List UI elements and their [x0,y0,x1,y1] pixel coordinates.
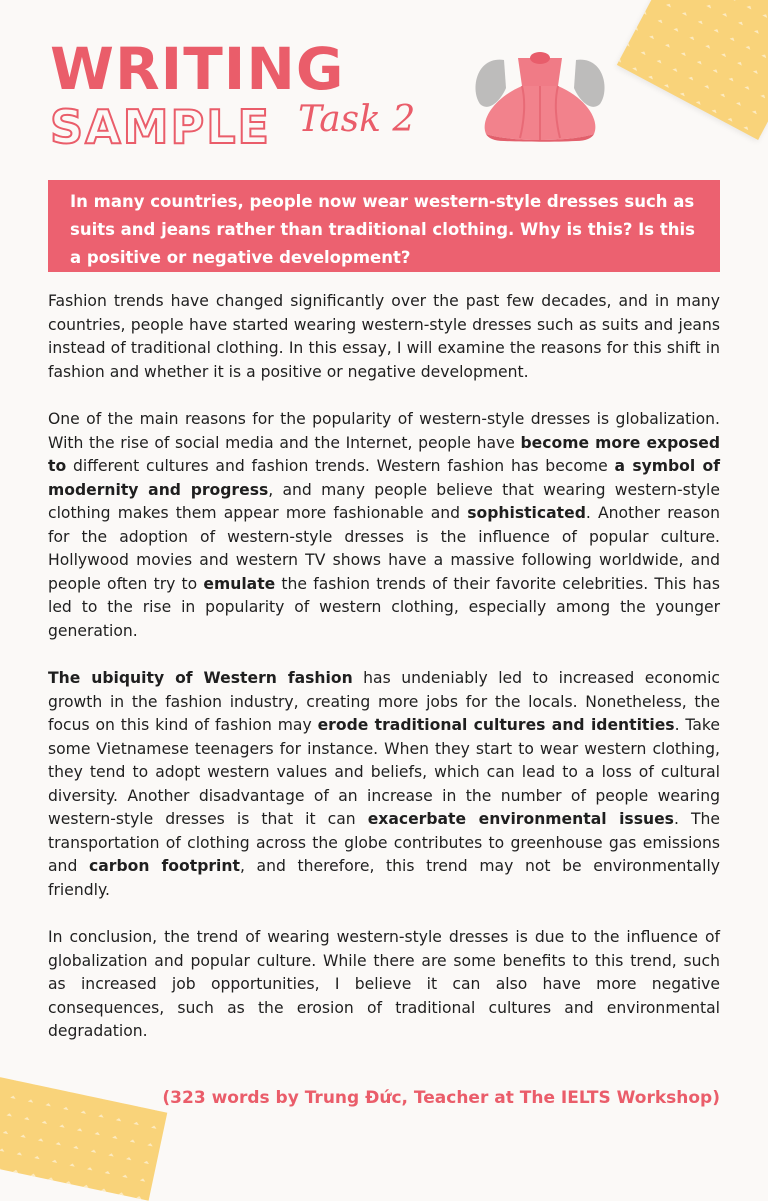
text-run: the fashion trends of their favorite celebrities. This has led to the rise in popularity of western clothing, especially among the younger generation. [48,574,720,640]
text-run: different cultures and fashion trends. Western fashion has become [66,457,615,475]
text-run: has undeniably led to increased economic growth in the fashion industry, creating more jobs for the locals. Nonetheless, the focus on this kind of fashion may [48,669,720,734]
pink-dress-icon [466,42,614,142]
essay-paragraph-effects [48,667,720,902]
essay-paragraph-reasons [48,408,720,643]
essay-paragraph-conclusion [48,926,720,1044]
text-run: . The transportation of clothing across the globe contributes to greenhouse gas emissions and [48,810,720,875]
text-run: . Take some Vietnamese teenagers for instance. When they start to wear western clothing, they tend to adopt western values and beliefs, which can lead to a loss of cultural diversity. Another disadvantage of an increase in the number of people wearing western-style dresses is that it can [48,716,720,828]
title-task: Task 2 [298,99,416,140]
text-run: One of the main reasons for the popularity of western-style dresses is globalization. With the rise of social media and the Internet, people have [48,410,720,452]
text-run: , and many people believe that wearing western-style clothing makes them appear more fashionable and [48,480,720,522]
corner-tape-bottom-left [0,1073,167,1201]
text-run: , and therefore, this trend may not be environmentally friendly. [48,857,721,899]
bold-phrase: The ubiquity of Western fashion [48,669,353,687]
bold-phrase: exacerbate environmental issues [367,810,674,828]
essay-paragraph-intro [48,290,720,384]
bold-phrase: emulate [203,574,276,593]
text-run: . Another reason for the adoption of western-style dresses is the influence of popular culture. Hollywood movies and western TV shows have a massive following worldwide, and people often try to [48,504,721,593]
author-credit: (323 words by Trung Đức, Teacher at The IELTS Workshop) [162,1088,720,1108]
bold-phrase: sophisticated [467,504,586,522]
text-run: Fashion trends have changed significantly over the past few decades, and in many countries, people have started wearing western-style dresses such as suits and jeans instead of traditional clothing. In this essay, I will examine the reasons for this shift in fashion and whether it is a positive or negative development. [48,292,720,381]
task-prompt: In many countries, people now wear western-style dresses such as suits and jeans rather than traditional clothing. Why is this? Is this a positive or negative development? [48,180,720,272]
text-run: In conclusion, the trend of wearing western-style dresses is due to the influence of globalization and popular culture. While there are some benefits to this trend, such as increased job opportunities, I believe it can also have more negative consequences, such as the erosion of traditional cultures and environmental degradation. [48,928,720,1040]
bold-phrase: a symbol of modernity and progress [48,457,721,499]
corner-tape-top-right [617,0,768,140]
title-writing: WRITING [50,35,345,103]
bold-phrase: carbon footprint [88,857,240,875]
bold-phrase: become more exposed to [48,433,721,475]
title-sample: SAMPLE [50,100,271,154]
essay-body [48,290,720,1068]
bold-phrase: erode traditional cultures and identities [317,716,675,734]
